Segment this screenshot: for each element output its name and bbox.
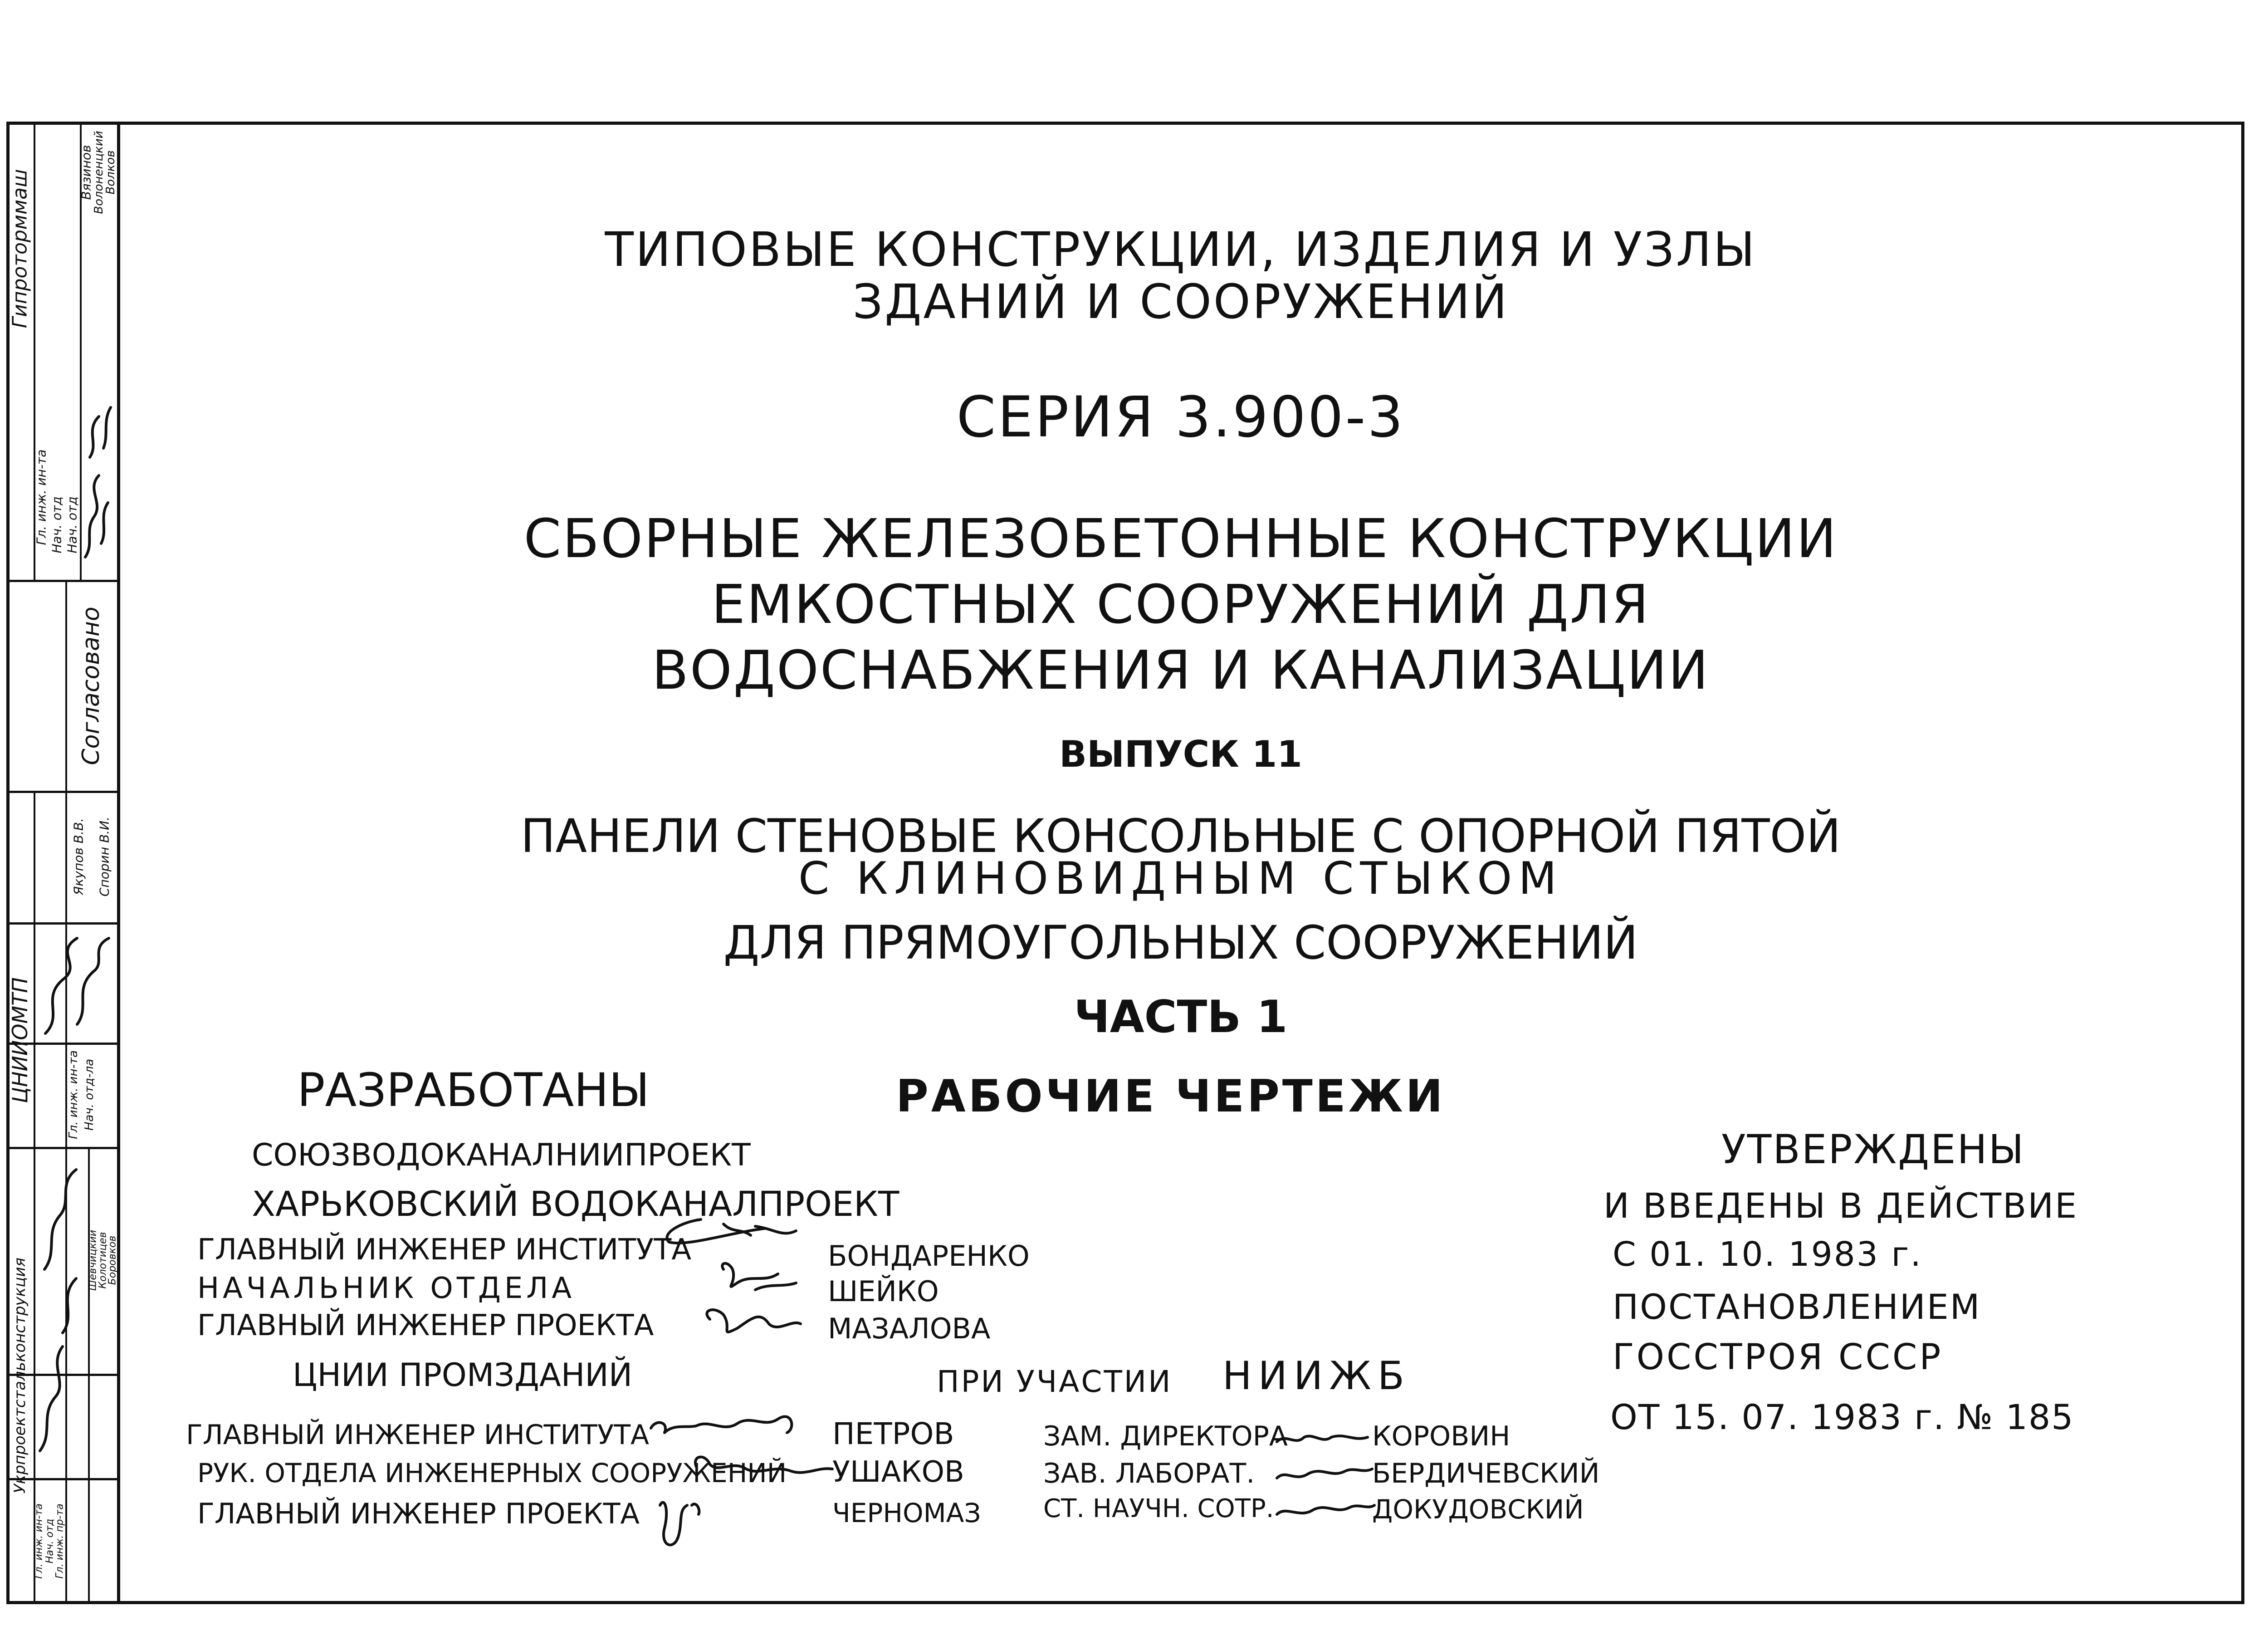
tsnii-name-2: УШАКОВ [832, 1455, 964, 1489]
strip-role-cell: Гл. инж. ин-та [34, 449, 49, 545]
approval-strip [6, 122, 117, 1604]
org-tsnii: ЦНИИ ПРОМЗДАНИЙ [293, 1356, 633, 1394]
strip-divider [34, 791, 35, 1147]
kharkov-signatures [646, 1215, 837, 1346]
strip-name-cell: Спорин В.И. [97, 816, 112, 897]
strip-role-cell: Гл. инж. пр-та [54, 1503, 66, 1579]
strip-signature-top [81, 394, 116, 566]
main-area [120, 122, 2241, 1604]
niizhb-signatures [1268, 1424, 1377, 1528]
main-title-3: ВОДОСНАБЖЕНИЯ И КАНАЛИЗАЦИИ [651, 639, 1710, 701]
part-number: ЧАСТЬ 1 [1074, 991, 1288, 1043]
series-title: СЕРИЯ 3.900-3 [956, 385, 1405, 450]
tsnii-signatures [642, 1401, 841, 1560]
drawings-type: РАБОЧИЕ ЧЕРТЕЖИ [896, 1071, 1446, 1122]
tsnii-role-3: ГЛАВНЫЙ ИНЖЕНЕР ПРОЕКТА [197, 1497, 640, 1530]
strip-role-cell: Нач. отд [44, 1518, 56, 1564]
strip-agreed-cell [65, 581, 117, 791]
subtitle-3: ДЛЯ ПРЯМОУГОЛЬНЫХ СООРУЖЕНИЙ [723, 916, 1638, 970]
issue-number: ВЫПУСК 11 [1059, 733, 1302, 775]
tsnii-role-2: РУК. ОТДЕЛА ИНЖЕНЕРНЫХ СООРУЖЕНИЙ [197, 1458, 787, 1488]
strip-name-cell: Шевчицкий [87, 1229, 99, 1291]
strip-agreed: Согласовано [78, 606, 105, 765]
tsnii-name-1: ПЕТРОВ [832, 1416, 954, 1451]
strip-org-cell [6, 1147, 34, 1604]
niizhb-role-1: ЗАМ. ДИРЕКТОРА [1043, 1420, 1288, 1452]
strip-org-top: Гипроторммаш [8, 169, 32, 328]
kharkov-role-2: НАЧАЛЬНИК ОТДЕЛА [197, 1272, 576, 1305]
main-title-2: ЕМКОСТНЫХ СООРУЖЕНИЙ ДЛЯ [711, 573, 1650, 636]
kharkov-name-2: ШЕЙКО [828, 1275, 939, 1308]
tsnii-role-1: ГЛАВНЫЙ ИНЖЕНЕР ИНСТИТУТА [186, 1419, 650, 1451]
kharkov-role-3: ГЛАВНЫЙ ИНЖЕНЕР ПРОЕКТА [197, 1309, 654, 1342]
niizhb-role-3: СТ. НАУЧН. СОТР. [1043, 1494, 1274, 1523]
strip-org-mid: ЦНИИОМТП [8, 977, 32, 1103]
niizhb-role-2: ЗАВ. ЛАБОРАТ. [1043, 1458, 1255, 1489]
developed-label: РАЗРАБОТАНЫ [297, 1063, 650, 1117]
strip-name-cell: Волков [104, 150, 117, 195]
niizhb-name-3: ДОКУДОВСКИЙ [1372, 1494, 1584, 1525]
strip-border [117, 122, 120, 1604]
strip-role-cell: Гл. инж. ин-та [66, 1050, 80, 1139]
subtitle-1: ПАНЕЛИ СТЕНОВЫЕ КОНСОЛЬНЫЕ С ОПОРНОЙ ПЯТОЙ [520, 809, 1841, 863]
strip-org-bot: Укрпроектстальконструкция [11, 1258, 29, 1493]
niizhb-name-1: КОРОВИН [1372, 1420, 1510, 1452]
main-title-1: СБОРНЫЕ ЖЕЛЕЗОБЕТОННЫЕ КОНСТРУКЦИИ [523, 507, 1838, 570]
org-niizhb: НИИЖБ [1222, 1353, 1411, 1399]
strip-name-cell: Волоненцкий [92, 131, 106, 214]
strip-signature-mid [36, 934, 113, 1038]
header-line-2: ЗДАНИЙ И СООРУЖЕНИЙ [852, 274, 1509, 329]
org-soyuzvodokanal: СОЮЗВОДОКАНАЛНИИПРОЕКТ [252, 1137, 751, 1173]
kharkov-name-3: МАЗАЛОВА [828, 1312, 991, 1345]
participation-label: ПРИ УЧАСТИИ [937, 1364, 1173, 1399]
strip-org-cell [6, 791, 34, 1147]
org-kharkov: ХАРЬКОВСКИЙ ВОДОКАНАЛПРОЕКТ [252, 1184, 899, 1224]
header-line-1: ТИПОВЫЕ КОНСТРУКЦИИ, ИЗДЕЛИЯ И УЗЛЫ [605, 222, 1757, 277]
kharkov-role-1: ГЛАВНЫЙ ИНЖЕНЕР ИНСТИТУТА [197, 1233, 692, 1267]
strip-signature-bot [35, 1160, 85, 1469]
approved-line-1: И ВВЕДЕНЫ В ДЕЙСТВИЕ [1603, 1185, 2078, 1226]
approved-line-3: ПОСТАНОВЛЕНИЕМ [1613, 1287, 1981, 1327]
kharkov-name-1: БОНДАРЕНКО [828, 1239, 1030, 1273]
niizhb-name-2: БЕРДИЧЕВСКИЙ [1372, 1458, 1600, 1489]
tsnii-name-3: ЧЕРНОМАЗ [832, 1498, 981, 1528]
approved-date-from: С 01. 10. 1983 г. [1613, 1235, 1922, 1274]
strip-org-cell [6, 122, 34, 376]
strip-name-cell: Вязинов [78, 145, 94, 200]
strip-role-cell: Нач. отд-ла [82, 1058, 96, 1131]
strip-role-cell: Гл. инж. ин-та [33, 1503, 45, 1579]
strip-name-cell: Колотицев [97, 1232, 108, 1289]
strip-role-cell: Нач. отд [64, 496, 80, 553]
approved-line-4: ГОССТРОЯ СССР [1613, 1337, 1943, 1378]
subtitle-2: С КЛИНОВИДНЫМ СТЫКОМ [798, 853, 1563, 905]
strip-name-cell: Боровков [107, 1235, 118, 1285]
approved-title: УТВЕРЖДЕНЫ [1721, 1126, 2025, 1173]
approved-decree: ОТ 15. 07. 1983 г. № 185 [1610, 1397, 2074, 1437]
strip-role-cell: Нач. отд [49, 496, 64, 553]
strip-name-cell: Якупов В.В. [71, 818, 86, 895]
